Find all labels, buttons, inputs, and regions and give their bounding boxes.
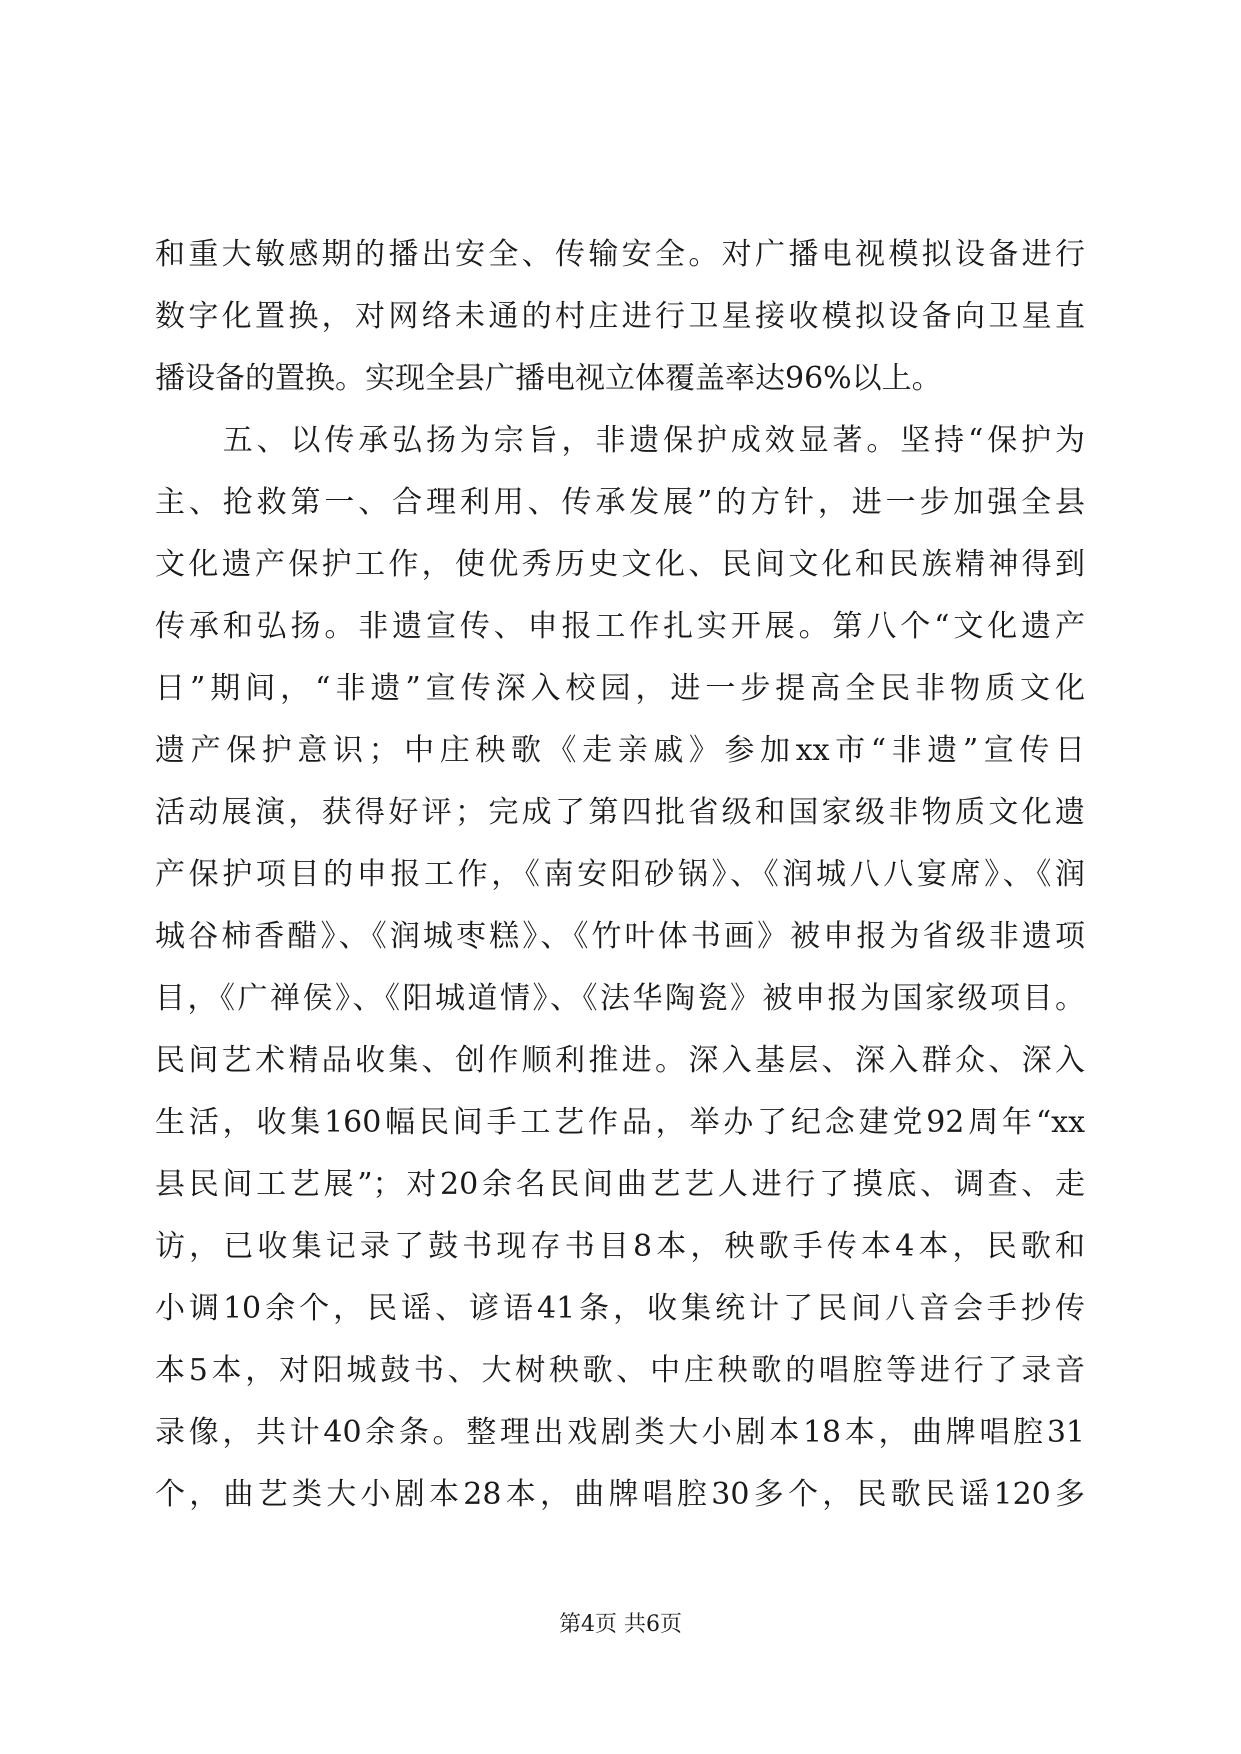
text-line: 传承和弘扬。非遗宣传、申报工作扎实开展。第八个“文化遗产 <box>155 609 1085 644</box>
text-line: 本5本，对阳城鼓书、大树秧歌、中庄秧歌的唱腔等进行了录音 <box>155 1353 1085 1388</box>
page-footer: 第4页 共6页 <box>559 1612 682 1637</box>
text-line: 产保护项目的申报工作，《南安阳砂锅》、《润城八八宴席》、《润 <box>155 857 1085 892</box>
text-line: 民间艺术精品收集、创作顺利推进。深入基层、深入群众、深入 <box>155 1043 1085 1078</box>
text-line: 日”期间，“非遗”宣传深入校园，进一步提高全民非物质文化 <box>155 671 1085 706</box>
text-line: 个，曲艺类大小剧本28本，曲牌唱腔30多个，民歌民谣120多 <box>155 1477 1085 1512</box>
text-line: 录像，共计40余条。整理出戏剧类大小剧本18本，曲牌唱腔31 <box>155 1415 1085 1450</box>
text-line: 访，已收集记录了鼓书现存书目8本，秧歌手传本4本，民歌和 <box>155 1229 1085 1264</box>
text-line: 城谷柿香醋》、《润城枣糕》、《竹叶体书画》被申报为省级非遗项 <box>155 919 1085 954</box>
text-line: 县民间工艺展”；对20余名民间曲艺艺人进行了摸底、调查、走 <box>155 1167 1085 1202</box>
body-text <box>155 224 1085 1526</box>
text-line: 生活，收集160幅民间手工艺作品，举办了纪念建党92周年“xx <box>155 1105 1085 1140</box>
text-line: 和重大敏感期的播出安全、传输安全。对广播电视模拟设备进行 <box>155 237 1085 272</box>
text-line: 目，《广禅侯》、《阳城道情》、《法华陶瓷》被申报为国家级项目。 <box>155 981 1085 1016</box>
text-line: 数字化置换，对网络未通的村庄进行卫星接收模拟设备向卫星直 <box>155 299 1085 334</box>
text-line: 活动展演，获得好评；完成了第四批省级和国家级非物质文化遗 <box>155 795 1085 830</box>
text-line: 主、抢救第一、合理利用、传承发展”的方针，进一步加强全县 <box>155 485 1085 520</box>
text-line: 播设备的置换。实现全县广播电视立体覆盖率达96%以上。 <box>155 361 942 396</box>
text-line: 五、以传承弘扬为宗旨，非遗保护成效显著。坚持“保护为 <box>155 423 1085 458</box>
text-line: 小调10余个，民谣、谚语41条，收集统计了民间八音会手抄传 <box>155 1291 1085 1326</box>
text-line: 文化遗产保护工作，使优秀历史文化、民间文化和民族精神得到 <box>155 547 1085 582</box>
text-line: 遗产保护意识；中庄秧歌《走亲戚》参加xx市“非遗”宣传日 <box>155 733 1085 768</box>
